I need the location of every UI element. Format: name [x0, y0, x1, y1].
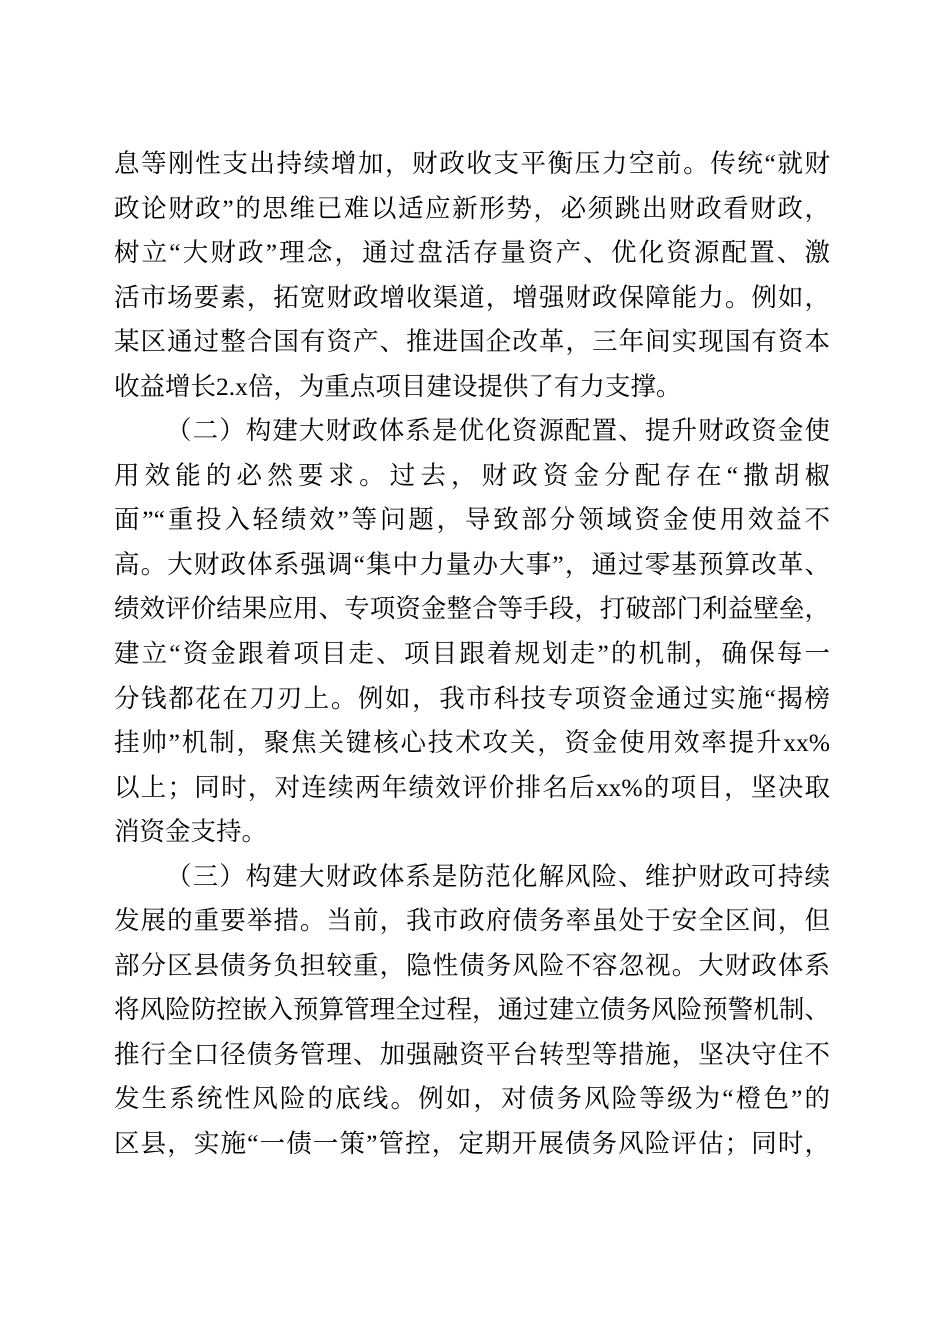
text-line: 发生系统性风险的底线。例如，对债务风险等级为“橙色”的 — [114, 1084, 830, 1114]
paragraph-two — [114, 409, 830, 854]
text-line: 某区通过整合国有资产、推进国企改革，三年间实现国有资本 — [114, 327, 830, 357]
text-line: 分钱都花在刀刃上。例如，我市科技专项资金通过实施“揭榜 — [114, 683, 830, 713]
text-line: 将风险防控嵌入预算管理全过程，通过建立债务风险预警机制、 — [114, 995, 830, 1025]
text-line: 树立“大财政”理念，通过盘活存量资产、优化资源配置、激 — [114, 238, 830, 268]
text-line: 收益增长2.x倍，为重点项目建设提供了有力支撑。 — [114, 371, 682, 401]
text-line: 以上；同时，对连续两年绩效评价排名后xx%的项目，坚决取 — [114, 772, 830, 802]
text-line: 用效能的必然要求。过去，财政资金分配存在“撒胡椒 — [114, 460, 830, 490]
text-line: 推行全口径债务管理、加强融资平台转型等措施，坚决守住不 — [114, 1039, 830, 1069]
text-line: 挂帅”机制，聚焦关键核心技术攻关，资金使用效率提升xx% — [114, 728, 830, 758]
text-line: 区县，实施“一债一策”管控，定期开展债务风险评估；同时， — [114, 1129, 830, 1159]
text-line: 政论财政”的思维已难以适应新形势，必须跳出财政看财政， — [114, 193, 830, 223]
text-line: 息等刚性支出持续增加，财政收支平衡压力空前。传统“就财 — [114, 149, 830, 178]
text-line: 活市场要素，拓宽财政增收渠道，增强财政保障能力。例如， — [114, 282, 830, 312]
text-line: （三）构建大财政体系是防范化解风险、维护财政可持续 — [166, 861, 830, 891]
text-line: 部分区县债务负担较重，隐性债务风险不容忽视。大财政体系 — [114, 950, 830, 980]
text-line: 面”“重投入轻绩效”等问题，导致部分领域资金使用效益不 — [114, 505, 830, 535]
paragraph-three — [114, 855, 830, 1167]
text-line: 发展的重要举措。当前，我市政府债务率虽处于安全区间，但 — [114, 906, 830, 936]
paragraph-one-continuation — [114, 142, 830, 409]
text-line: 绩效评价结果应用、专项资金整合等手段，打破部门利益壁垒， — [114, 594, 830, 624]
text-line: 高。大财政体系强调“集中力量办大事”，通过零基预算改革、 — [114, 549, 830, 579]
text-line: 建立“资金跟着项目走、项目跟着规划走”的机制，确保每一 — [114, 639, 830, 669]
text-line: （二）构建大财政体系是优化资源配置、提升财政资金使 — [166, 416, 830, 446]
document-body — [114, 142, 830, 1167]
text-line: 消资金支持。 — [114, 817, 268, 847]
